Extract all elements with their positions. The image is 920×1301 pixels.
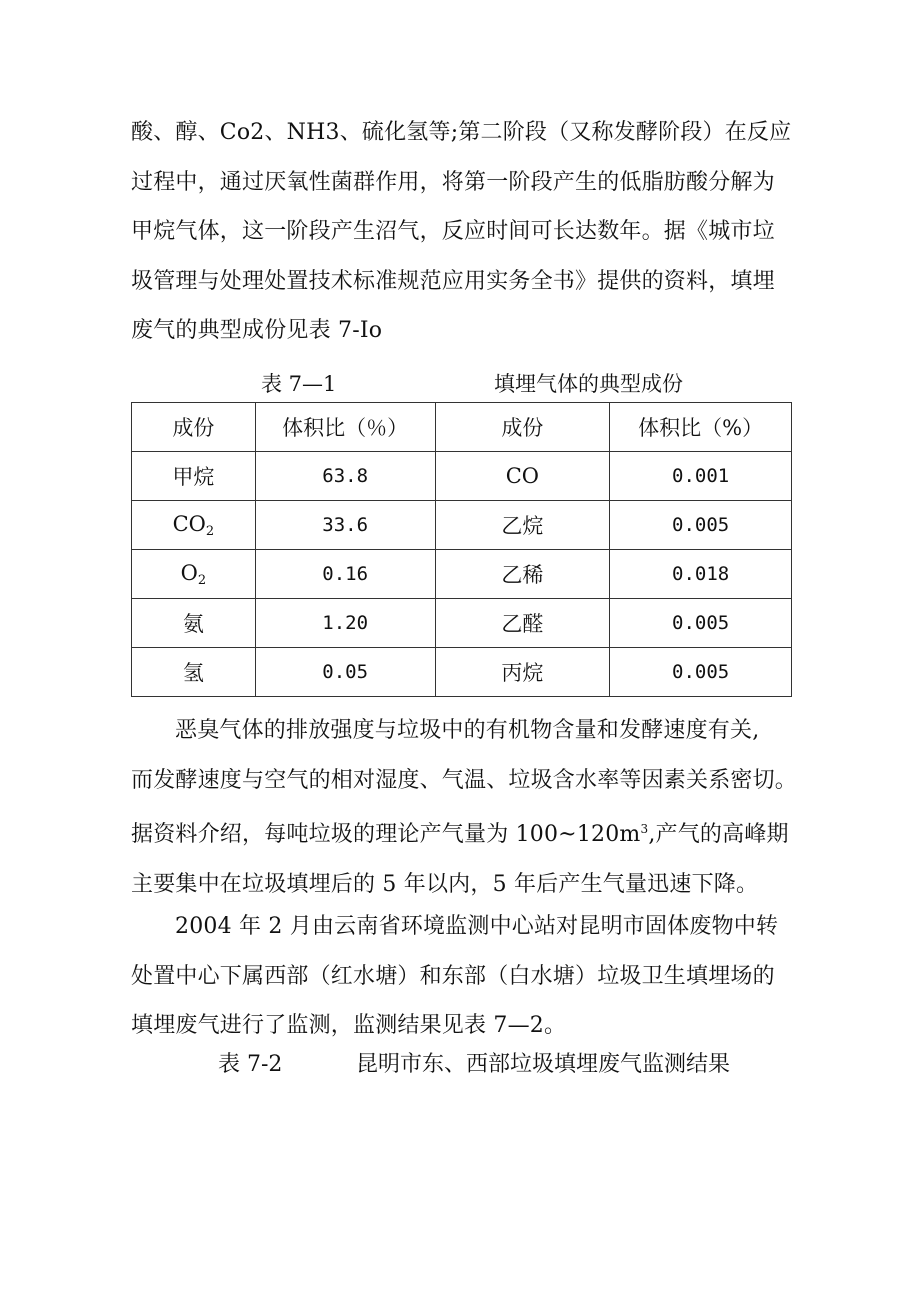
paragraph-line: 过程中，通过厌氧性菌群作用，将第一阶段产生的低脂肪酸分解为 bbox=[131, 169, 775, 195]
paragraph-line: 主要集中在垃圾填埋后的 5 年以内，5 年后产生气量迅速下降。 bbox=[131, 871, 759, 897]
paragraph-line: 而发酵速度与空气的相对湿度、气温、垃圾含水率等因素关系密切。 bbox=[131, 767, 798, 793]
table2-caption-number: 表 7-2 bbox=[218, 1052, 283, 1077]
component-cell: 氨 bbox=[132, 599, 256, 648]
paragraph-odor-emission bbox=[131, 706, 796, 909]
component-cell: 丙烷 bbox=[435, 648, 610, 697]
table-row bbox=[132, 599, 792, 648]
table-header-row bbox=[132, 403, 792, 452]
paragraph-line: 2004 年 2 月由云南省环境监测中心站对昆明市固体废物中转 bbox=[175, 914, 779, 939]
volume-cell: 0.005 bbox=[610, 501, 792, 550]
table-row bbox=[132, 501, 792, 550]
paragraph-line: 处置中心下属西部（红水塘）和东部（白水塘）垃圾卫生填埋场的 bbox=[131, 963, 775, 989]
paragraph-line: 恶臭气体的排放强度与垃圾中的有机物含量和发酵速度有关, bbox=[175, 718, 760, 743]
component-cell: 甲烷 bbox=[132, 452, 256, 501]
header-component: 成份 bbox=[435, 403, 610, 452]
paragraph-line: 废气的典型成份见表 7-Io bbox=[131, 318, 383, 343]
header-volume-ratio: 体积比（%） bbox=[610, 403, 792, 452]
component-cell: CO bbox=[435, 452, 610, 501]
volume-cell: 0.005 bbox=[610, 599, 792, 648]
paragraph-line: 甲烷气体，这一阶段产生沼气，反应时间可长达数年。据《城市垃 bbox=[131, 219, 775, 244]
paragraph-line: 酸、醇、Co2、NH3、硫化氢等;第二阶段（又称发酵阶段）在反应 bbox=[131, 120, 792, 145]
volume-cell: 1.20 bbox=[255, 599, 435, 648]
volume-cell: 33.6 bbox=[255, 501, 435, 550]
component-cell: 乙烷 bbox=[435, 501, 610, 550]
paragraph-line: 填埋废气进行了监测，监测结果见表 7—2。 bbox=[131, 1013, 567, 1038]
component-cell: 乙稀 bbox=[435, 550, 610, 599]
table2-caption-title: 昆明市东、西部垃圾填埋废气监测结果 bbox=[356, 1052, 731, 1077]
table-row bbox=[132, 648, 792, 697]
table-row bbox=[132, 452, 792, 501]
table-row bbox=[132, 550, 792, 599]
gas-composition-table bbox=[131, 402, 792, 697]
header-volume-ratio: 体积比（％） bbox=[255, 403, 435, 452]
volume-cell: 0.001 bbox=[610, 452, 792, 501]
component-cell: 氢 bbox=[132, 648, 256, 697]
header-component: 成份 bbox=[132, 403, 256, 452]
component-cell: 乙醛 bbox=[435, 599, 610, 648]
volume-cell: 0.018 bbox=[610, 550, 792, 599]
table1-caption-number: 表 7—1 bbox=[261, 372, 337, 396]
volume-cell: 63.8 bbox=[255, 452, 435, 501]
table1-caption-title: 填埋气体的典型成份 bbox=[494, 372, 683, 396]
paragraph-line: 据资料介绍，每吨垃圾的理论产气量为 $100\sim 120m^3$,产气的高峰期 bbox=[131, 822, 789, 847]
component-cell: $O_2$ bbox=[132, 550, 256, 599]
component-cell: $CO_2$ bbox=[132, 501, 256, 550]
volume-cell: 0.005 bbox=[610, 648, 792, 697]
volume-cell: 0.05 bbox=[255, 648, 435, 697]
paragraph-monitoring bbox=[131, 902, 796, 1051]
volume-cell: 0.16 bbox=[255, 550, 435, 599]
paragraph-landfill-stages bbox=[131, 108, 796, 356]
paragraph-line: 圾管理与处理处置技术标准规范应用实务全书》提供的资料，填埋 bbox=[131, 268, 775, 294]
